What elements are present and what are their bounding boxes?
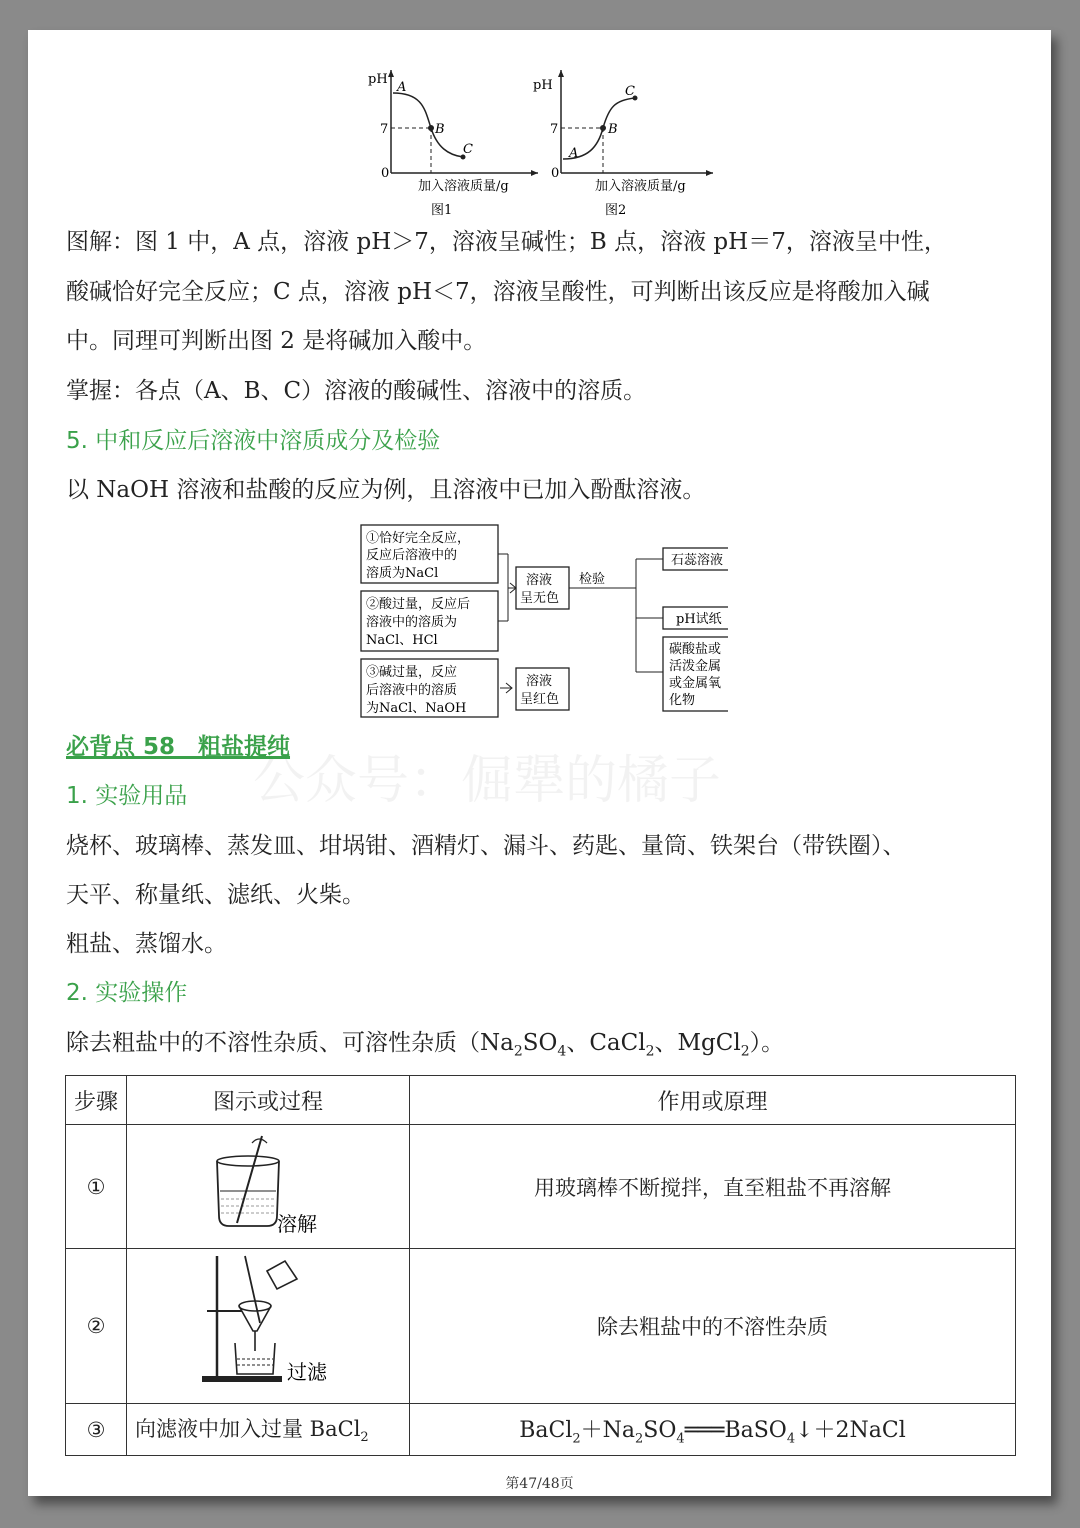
page-number: 第47/48页	[505, 1476, 574, 1492]
step-number: ②	[66, 1249, 127, 1404]
box3-line3: 为NaCl、NaOH	[366, 701, 467, 716]
header-process: 图示或过程	[127, 1076, 410, 1125]
table-header-row	[66, 1076, 1016, 1125]
figure-1-label: 图1	[431, 203, 453, 218]
process-add-bacl2: 向滤液中加入过量 BaCl$_2$	[127, 1404, 410, 1456]
table-row	[66, 1404, 1016, 1456]
colorless-line1: 溶液	[526, 573, 553, 588]
ph-graph-figure-2	[533, 65, 723, 225]
dissolve-label: 溶解	[277, 1212, 317, 1236]
point-b: B	[608, 122, 618, 137]
curve-1	[393, 93, 463, 157]
table-row	[66, 1125, 1016, 1249]
section-58-title: 必背点 58 粗盐提纯	[66, 734, 291, 760]
box2-line1: ②酸过量，反应后	[366, 597, 471, 612]
document-page	[28, 30, 1051, 1496]
table-row	[66, 1249, 1016, 1404]
test-label: 检验	[579, 572, 606, 587]
step-number: ③	[66, 1404, 127, 1456]
box1-line1: ①恰好完全反应，	[366, 531, 471, 546]
red-line1: 溶液	[526, 674, 553, 689]
supplies-line-1: 烧杯、玻璃棒、蒸发皿、坩埚钳、酒精灯、漏斗、药匙、量筒、铁架台（带铁圈）、	[66, 833, 906, 859]
figure-2-label: 图2	[605, 203, 627, 218]
explanation-line-3: 中。同理可判断出图 2 是将碱加入酸中。	[66, 328, 487, 354]
option-3-line3: 或金属氧	[669, 676, 722, 691]
filter-illustration-cell	[127, 1249, 410, 1404]
y-axis-label: pH	[533, 78, 553, 93]
watermark: 公众号：倔犟的橘子	[253, 751, 722, 811]
section-5-intro: 以 NaOH 溶液和盐酸的反应为例，且溶液中已加入酚酞溶液。	[66, 477, 706, 503]
tick-7: 7	[380, 122, 389, 137]
grasp-line: 掌握：各点（A、B、C）溶液的酸碱性、溶液中的溶质。	[66, 378, 647, 404]
principle-filter: 除去粗盐中的不溶性杂质	[410, 1249, 1016, 1404]
step-number: ①	[66, 1125, 127, 1249]
operation-heading: 2. 实验操作	[66, 980, 188, 1006]
origin-label: 0	[381, 166, 390, 181]
point-a: A	[569, 146, 579, 161]
tick-7: 7	[550, 122, 559, 137]
dissolve-illustration-cell	[127, 1125, 410, 1249]
point-c: C	[625, 84, 635, 99]
red-line2: 呈红色	[520, 692, 560, 707]
supplies-heading: 1. 实验用品	[66, 783, 188, 809]
option-litmus: 石蕊溶液	[671, 553, 724, 568]
ph-graph-figure-1	[363, 65, 543, 225]
explanation-line-2: 酸碱恰好完全反应；C 点，溶液 pH＜7，溶液呈酸性，可判断出该反应是将酸加入碱	[66, 279, 930, 305]
remove-impurities-line: 除去粗盐中的不溶性杂质、可溶性杂质（$Na_2SO_4$、CaCl$_2$、MgCl$_2$）。	[66, 1030, 785, 1060]
explanation-line-1: 图解：图 1 中，A 点，溶液 pH＞7，溶液呈碱性；B 点，溶液 pH＝7，溶液呈中性，	[66, 229, 947, 255]
option-3-line4: 化物	[669, 693, 696, 708]
option-3-line2: 活泼金属	[669, 659, 722, 674]
box2-line2: 溶液中的溶质为	[366, 615, 458, 630]
x-axis-label: 加入溶液质量/g	[595, 179, 686, 194]
section-5-heading: 5. 中和反应后溶液中溶质成分及检验	[66, 428, 441, 454]
equation-bacl2: $BaCl_2+Na_2SO_4═══BaSO_4↓+2NaCl$	[410, 1404, 1016, 1456]
box3-line1: ③碱过量，反应	[366, 665, 458, 680]
x-axis-label: 加入溶液质量/g	[418, 179, 509, 194]
box1-line3: 溶质为NaCl	[366, 566, 439, 581]
option-ph-paper: pH试纸	[676, 612, 722, 627]
supplies-line-2: 天平、称量纸、滤纸、火柴。	[66, 882, 365, 908]
header-principle: 作用或原理	[410, 1076, 1016, 1125]
y-axis-label: pH	[368, 72, 388, 87]
supplies-line-3: 粗盐、蒸馏水。	[66, 931, 227, 957]
filter-label: 过滤	[287, 1360, 327, 1384]
box2-line3: NaCl、HCl	[366, 633, 438, 648]
box3-line2: 后溶液中的溶质	[366, 683, 458, 698]
neutralization-flow-diagram	[358, 522, 728, 722]
point-c: C	[463, 142, 473, 157]
point-a: A	[397, 80, 407, 95]
option-3-line1: 碳酸盐或	[669, 642, 722, 657]
header-step: 步骤	[66, 1076, 127, 1125]
procedure-table	[65, 1075, 1016, 1456]
filtration-illustration	[197, 1251, 397, 1401]
colorless-line2: 呈无色	[520, 591, 560, 606]
beaker-stir-illustration	[207, 1131, 407, 1241]
box1-line2: 反应后溶液中的	[366, 548, 458, 563]
principle-dissolve: 用玻璃棒不断搅拌，直至粗盐不再溶解	[410, 1125, 1016, 1249]
origin-label: 0	[551, 166, 560, 181]
point-b: B	[435, 122, 445, 137]
